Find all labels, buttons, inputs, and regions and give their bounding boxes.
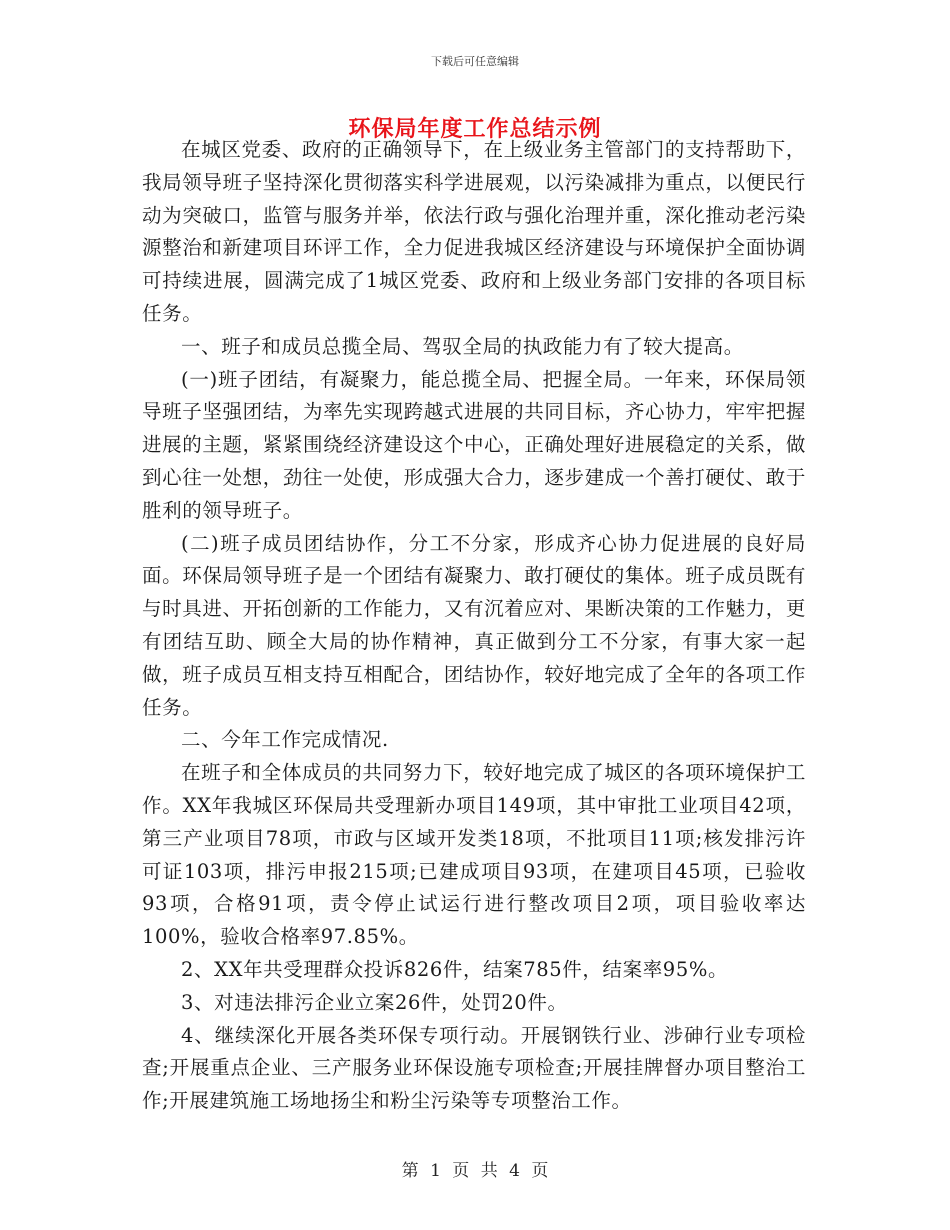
document-body (142, 134, 806, 1118)
paragraph: 4、继续深化开展各类环保专项行动。开展钢铁行业、涉砷行业专项检查;开展重点企业、三产服务业环保设施专项检查;开展挂牌督办项目整治工作;开展建筑施工场地扬尘和粉尘污染等专项整治工作。 (142, 1023, 806, 1113)
paragraph: 2、XX年共受理群众投诉826件，结案785件，结案率95%。 (181, 957, 729, 981)
paragraph: (一)班子团结，有凝聚力，能总揽全局、把握全局。一年来，环保局领导班子坚强团结，为率先实现跨越式进展的共同目标，齐心协力，牢牢把握进展的主题，紧紧围绕经济建设这个中心，正确处理好进展稳定的关系，做到心往一处想，劲往一处使，形成强大合力，逐步建成一个善打硬仗、敢于胜利的领导班子。 (142, 367, 806, 522)
paragraph: 二、今年工作完成情况. (181, 728, 389, 752)
paragraph: 在城区党委、政府的正确领导下，在上级业务主管部门的支持帮助下，我局领导班子坚持深化贯彻落实科学进展观，以污染减排为重点，以便民行动为突破口，监管与服务并举，依法行政与强化治理并重，深化推动老污染源整治和新建项目环评工作，全力促进我城区经济建设与环境保护全面协调可持续进展，圆满完成了1城区党委、政府和上级业务部门安排的各项目标任务。 (142, 138, 806, 325)
page-number-footer: 第 1 页 共 4 页 (401, 1161, 549, 1181)
header-note: 下载后可任意编辑 (431, 55, 519, 68)
paragraph: (二)班子成员团结协作，分工不分家，形成齐心协力促进展的良好局面。环保局领导班子是一个团结有凝聚力、敢打硬仗的集体。班子成员既有与时具进、开拓创新的工作能力，又有沉着应对、果断决策的工作魅力，更有团结互助、顾全大局的协作精神，真正做到分工不分家，有事大家一起做，班子成员互相支持互相配合，团结协作，较好地完成了全年的各项工作任务。 (142, 531, 806, 719)
document-title: 环保局年度工作总结示例 (348, 117, 602, 142)
paragraph: 3、对违法排污企业立案26件，处罚20件。 (181, 990, 568, 1014)
paragraph: 在班子和全体成员的共同努力下，较好地完成了城区的各项环境保护工作。XX年我城区环保局共受理新办项目149项，其中审批工业项目42项，第三产业项目78项，市政与区域开发类18项，不批项目11项;核发排污许可证103项，排污申报215项;已建成项目93项，在建项目45项，已验收93项，合格91项，责令停止试运行进行整改项目2项，项目验收率达100%，验收合格率97.85%。 (142, 761, 806, 949)
paragraph: 一、班子和成员总揽全局、驾驭全局的执政能力有了较大提高。 (181, 334, 744, 358)
